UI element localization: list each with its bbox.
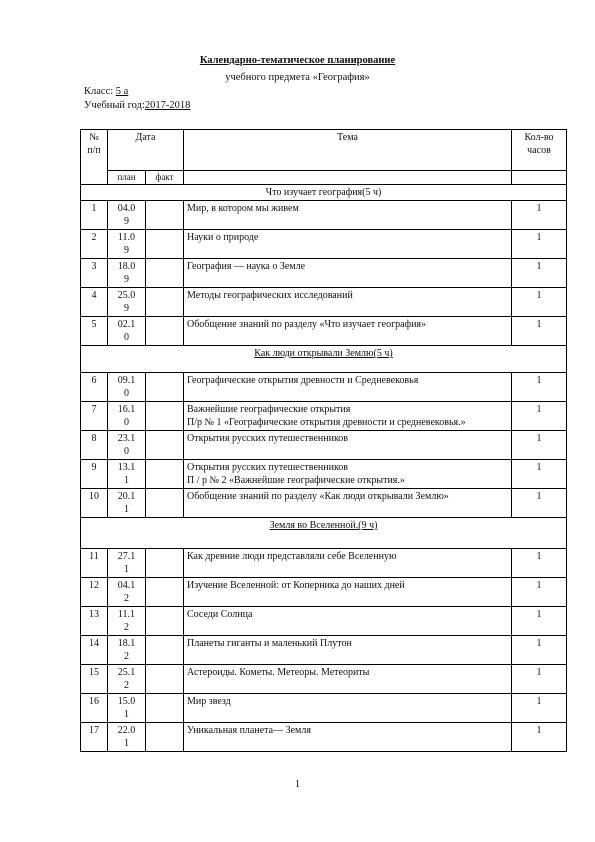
row-topic: Методы географических исследований	[184, 288, 512, 317]
section-row	[81, 518, 567, 549]
row-plan-date: 13.1 1	[108, 460, 146, 489]
subheader-row	[81, 171, 567, 185]
subheader-empty	[512, 171, 567, 185]
table-row	[81, 665, 567, 694]
header-hours: Кол-во часов	[512, 130, 567, 171]
row-plan-date: 04.0 9	[108, 201, 146, 230]
document-subtitle: учебного предмета «География»	[225, 72, 370, 83]
row-plan-date: 04.1 2	[108, 578, 146, 607]
year-value: 2017-2018	[144, 100, 191, 111]
row-number: 8	[81, 431, 108, 460]
row-topic: Обобщение знаний по разделу «Что изучает география»	[184, 317, 512, 346]
table-row	[81, 460, 567, 489]
table-row	[81, 431, 567, 460]
header-row	[81, 130, 567, 171]
row-topic: Изучение Вселенной: от Коперника до наших дней	[184, 578, 512, 607]
row-plan-date: 20.1 1	[108, 489, 146, 518]
table-row	[81, 201, 567, 230]
row-number: 14	[81, 636, 108, 665]
row-number: 16	[81, 694, 108, 723]
row-number: 10	[81, 489, 108, 518]
row-hours: 1	[512, 607, 567, 636]
row-hours: 1	[512, 489, 567, 518]
section-row	[81, 346, 567, 373]
row-hours: 1	[512, 431, 567, 460]
row-number: 2	[81, 230, 108, 259]
table-row	[81, 636, 567, 665]
row-hours: 1	[512, 665, 567, 694]
row-number: 9	[81, 460, 108, 489]
table-row	[81, 489, 567, 518]
row-hours: 1	[512, 723, 567, 752]
row-fact-date	[146, 607, 184, 636]
row-topic: Открытия русских путешественников П / р № 2 «Важнейшие географические открытия.»	[184, 460, 512, 489]
schedule-table	[80, 129, 567, 752]
row-topic: Планеты гиганты и маленький Плутон	[184, 636, 512, 665]
row-plan-date: 23.1 0	[108, 431, 146, 460]
row-plan-date: 27.1 1	[108, 549, 146, 578]
class-label: Класс:	[84, 86, 114, 97]
row-topic: Мир, в котором мы живем	[184, 201, 512, 230]
row-plan-date: 22.0 1	[108, 723, 146, 752]
table-row	[81, 402, 567, 431]
row-plan-date: 09.1 0	[108, 373, 146, 402]
header-topic: Тема	[184, 130, 512, 171]
row-plan-date: 18.0 9	[108, 259, 146, 288]
row-topic: Важнейшие географические открытия П/р № 1 «Географические открытия древности и средневековья.»	[184, 402, 512, 431]
row-fact-date	[146, 431, 184, 460]
row-hours: 1	[512, 578, 567, 607]
header-num: № п/п	[81, 130, 108, 185]
row-number: 12	[81, 578, 108, 607]
table-row	[81, 723, 567, 752]
row-topic: География — наука о Земле	[184, 259, 512, 288]
row-fact-date	[146, 201, 184, 230]
row-hours: 1	[512, 460, 567, 489]
row-topic: Открытия русских путешественников	[184, 431, 512, 460]
row-number: 11	[81, 549, 108, 578]
row-topic: Соседи Солнца	[184, 607, 512, 636]
row-fact-date	[146, 230, 184, 259]
row-fact-date	[146, 549, 184, 578]
table-row	[81, 549, 567, 578]
row-plan-date: 25.0 9	[108, 288, 146, 317]
table-row	[81, 578, 567, 607]
table-row	[81, 607, 567, 636]
header-fact: факт	[146, 171, 184, 185]
row-plan-date: 18.1 2	[108, 636, 146, 665]
row-topic: Науки о природе	[184, 230, 512, 259]
row-fact-date	[146, 489, 184, 518]
section-row	[81, 185, 567, 201]
row-hours: 1	[512, 230, 567, 259]
row-plan-date: 16.1 0	[108, 402, 146, 431]
row-hours: 1	[512, 373, 567, 402]
header-plan: план	[108, 171, 146, 185]
row-hours: 1	[512, 288, 567, 317]
row-number: 6	[81, 373, 108, 402]
section-title: Что изучает география(5 ч)	[265, 187, 382, 198]
row-fact-date	[146, 665, 184, 694]
row-topic: Как древние люди представляли себе Вселенную	[184, 549, 512, 578]
row-fact-date	[146, 460, 184, 489]
section-title: Как люди открывали Землю(5 ч)	[254, 348, 393, 359]
row-fact-date	[146, 578, 184, 607]
table-row	[81, 230, 567, 259]
row-plan-date: 11.1 2	[108, 607, 146, 636]
row-fact-date	[146, 402, 184, 431]
row-number: 17	[81, 723, 108, 752]
table-row	[81, 373, 567, 402]
table-row	[81, 288, 567, 317]
row-number: 13	[81, 607, 108, 636]
row-hours: 1	[512, 636, 567, 665]
row-topic: Уникальная планета— Земля	[184, 723, 512, 752]
subheader-empty	[184, 171, 512, 185]
section-title: Земля во Вселенной.(9 ч)	[269, 520, 378, 531]
row-number: 15	[81, 665, 108, 694]
class-value: 5 а	[115, 86, 129, 97]
class-line	[84, 86, 128, 97]
table-row	[81, 694, 567, 723]
document-title: Календарно-тематическое планирование	[199, 55, 396, 66]
row-fact-date	[146, 373, 184, 402]
row-fact-date	[146, 636, 184, 665]
year-label: Учебный год:	[84, 100, 145, 111]
row-plan-date: 02.1 0	[108, 317, 146, 346]
row-fact-date	[146, 723, 184, 752]
row-number: 7	[81, 402, 108, 431]
row-topic: Обобщение знаний по разделу «Как люди открывали Землю»	[184, 489, 512, 518]
row-topic: Географические открытия древности и Средневековья	[184, 373, 512, 402]
row-plan-date: 25.1 2	[108, 665, 146, 694]
table-row	[81, 317, 567, 346]
row-topic: Астероиды. Кометы. Метеоры. Метеориты	[184, 665, 512, 694]
row-number: 1	[81, 201, 108, 230]
row-hours: 1	[512, 402, 567, 431]
row-fact-date	[146, 259, 184, 288]
table-row	[81, 259, 567, 288]
header-date: Дата	[108, 130, 184, 171]
row-hours: 1	[512, 259, 567, 288]
table-body	[81, 130, 567, 752]
row-plan-date: 11.0 9	[108, 230, 146, 259]
row-number: 5	[81, 317, 108, 346]
row-topic: Мир звезд	[184, 694, 512, 723]
row-fact-date	[146, 288, 184, 317]
row-hours: 1	[512, 694, 567, 723]
row-plan-date: 15.0 1	[108, 694, 146, 723]
page-number: 1	[294, 779, 301, 790]
row-fact-date	[146, 317, 184, 346]
row-fact-date	[146, 694, 184, 723]
row-number: 3	[81, 259, 108, 288]
row-hours: 1	[512, 317, 567, 346]
row-hours: 1	[512, 201, 567, 230]
year-line	[84, 100, 190, 111]
row-hours: 1	[512, 549, 567, 578]
row-number: 4	[81, 288, 108, 317]
